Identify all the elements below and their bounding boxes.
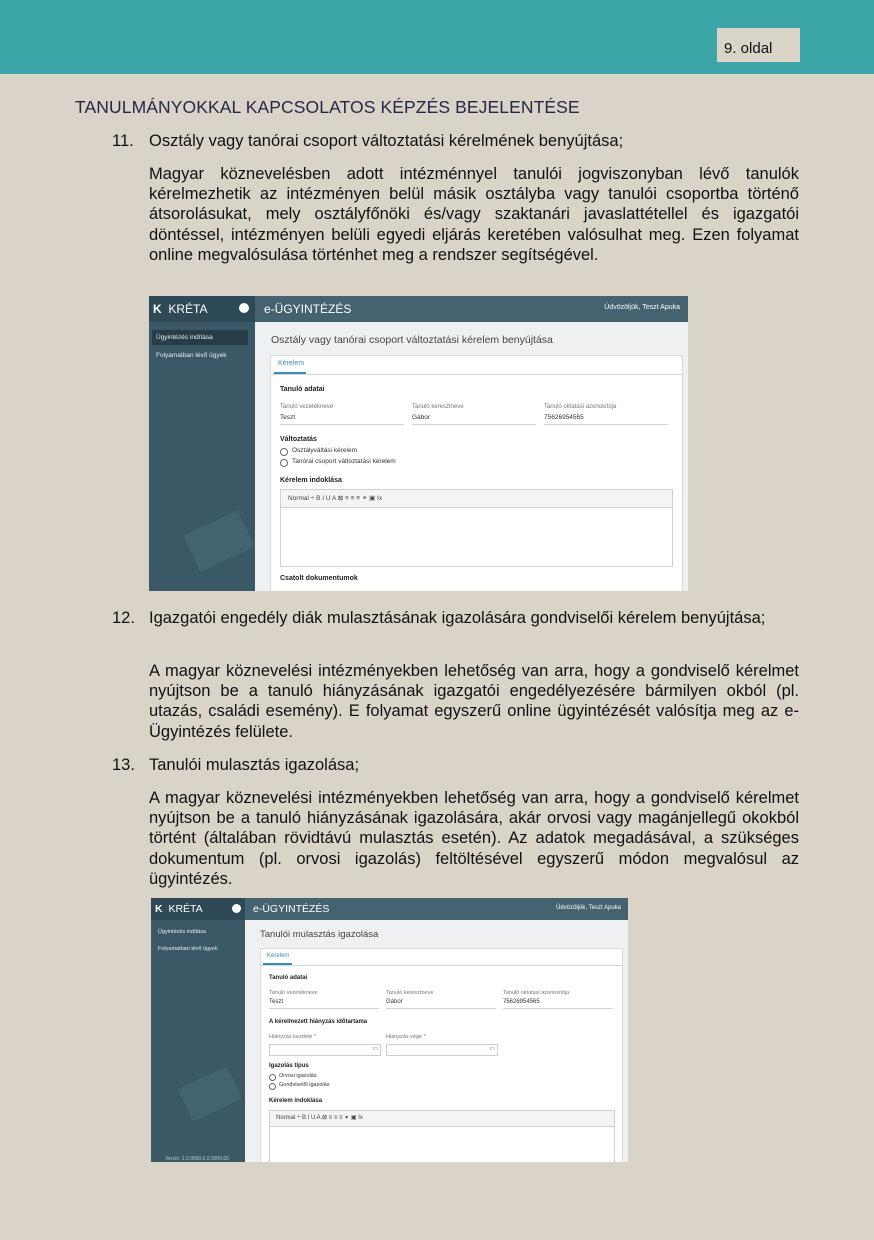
tab-divider [261,965,622,966]
sidebar-decoration [178,1066,242,1121]
field-label: Tanuló vezetékneve [280,404,334,410]
content-area [245,920,628,1162]
form-title: Tanulói mulasztás igazolása [260,929,379,940]
radio-label: Osztályváltási kérelem [292,447,358,454]
editor-toolbar[interactable] [270,1111,614,1127]
radio-medical[interactable] [269,1074,276,1081]
form-title: Osztály vagy tanórai csoport változtatási kérelem benyújtása [271,334,553,346]
field-label: Tanuló oktatási azonosítója [544,404,617,410]
content-area [255,322,688,591]
tab-divider [271,374,682,375]
user-menu[interactable]: Üdvözöljük, Teszt Apuka [556,905,621,911]
reason-editor[interactable] [269,1110,615,1162]
field-underline [503,1008,613,1009]
form-card [270,355,683,591]
tab-request[interactable]: Kérelem [278,360,305,367]
item-number: 11. [112,132,134,150]
item-paragraph: A magyar köznevelési intézményekben lehetőség van arra, hogy a gondviselő kérelmet nyújtson be a tanuló hiányzásának igazolására, akár orvosi vagy magánjellegű okokból történt (általában rövidtávú mulasztás esetén). Az adatok megadásával, a szükséges dokumentum (pl. orvosi igazolás) feltöltésével egyszerű módon megvalósul az ügyintézés. [149,789,799,888]
absence-start-date-input[interactable] [269,1044,381,1056]
app-title: e-ÜGYINTÉZÉS [253,903,330,915]
student-section-title: Tanuló adatai [269,975,308,981]
item-heading: Osztály vagy tanórai csoport változtatási kérelmének benyújtása; [149,132,624,150]
item-number: 12. [112,609,135,627]
radio-label: Orvosi igazolás [279,1073,317,1079]
item-heading: Tanulói mulasztás igazolása; [149,756,360,774]
app-sidebar [151,898,245,1162]
item-paragraph: A magyar köznevelési intézményekben lehetőség van arra, hogy a gondviselő kérelmet nyújtson be a tanuló hiányzásának igazgatói engedélyezésére bármilyen okból (pl. utazás, családi esemény). E folyamat egyszerű online ügyintézését valósítja meg az e-Ügyintézés felülete. [149,662,799,741]
field-student-id[interactable]: 75626954565 [544,414,584,421]
sidebar-item-start[interactable]: Ügyintézés indítása [152,330,248,345]
field-lastname[interactable]: Teszt [269,999,284,1005]
screenshot-class-change [149,296,688,591]
type-section-title: Igazolás típus [269,1063,309,1069]
field-student-id[interactable]: 75626954565 [503,999,540,1005]
item-heading: Igazgatói engedély diák mulasztásának igazolására gondviselői kérelem benyújtása; [149,609,766,627]
tab-request[interactable]: Kérelem [267,953,290,959]
field-underline [269,1008,379,1009]
field-label: Hiányzás vége * [386,1034,426,1040]
kreta-logo-icon: K [155,903,163,915]
student-section-title: Tanuló adatai [280,386,325,393]
section-title: TANULMÁNYOKKAL KAPCSOLATOS KÉPZÉS BEJELENTÉSE [75,97,580,117]
sidebar-item-ongoing[interactable]: Folyamatban lévő ügyek [156,352,227,359]
field-label: Hiányzás kezdete * [269,1034,317,1040]
absence-end-date-input[interactable] [386,1044,498,1056]
version-text: Verzió: 1.0.0000.0.0.0000.00 [165,1156,229,1162]
app-brand[interactable] [151,898,245,920]
screenshot-absence-justification [151,898,628,1162]
radio-group-change[interactable] [280,459,288,467]
calendar-icon[interactable]: ▭ [489,1046,495,1052]
brand-name: KRÉTA [168,302,208,316]
field-underline [544,424,668,425]
reason-editor[interactable] [280,489,673,567]
attachments-section-title: Csatolt dokumentumok [280,575,358,582]
form-card [260,948,623,1162]
reason-section-title: Kérelem indoklása [280,477,342,484]
page-number: 9. oldal [717,28,800,62]
field-firstname[interactable]: Gábor [386,999,403,1005]
period-section-title: A kérelmezett hiányzás időtartama [269,1019,368,1025]
radio-label: Gondviselői igazolás [279,1082,330,1088]
field-underline [386,1008,496,1009]
app-header [245,898,628,920]
calendar-icon[interactable]: ▭ [372,1046,378,1052]
sidebar-item-ongoing[interactable]: Folyamatban lévő ügyek [158,946,218,952]
brand-name: KRÉTA [168,903,203,915]
app-title: e-ÜGYINTÉZÉS [264,302,352,316]
toolbar-buttons[interactable]: Normal ÷ B I U A ⊠ ≡ ≡ ≡ ⚭ ▣ Ix [288,495,383,502]
radio-class-change[interactable] [280,448,288,456]
field-label: Tanuló vezetékneve [269,990,318,996]
sidebar-item-start[interactable]: Ügyintézés indítása [158,929,206,935]
status-dot-icon [239,303,249,313]
reason-section-title: Kérelem indoklása [269,1098,323,1104]
item-number: 13. [112,756,135,774]
radio-guardian[interactable] [269,1083,276,1090]
field-lastname[interactable]: Teszt [280,414,296,421]
sidebar-decoration [183,510,254,572]
user-menu[interactable]: Üdvözöljük, Teszt Apuka [604,304,680,311]
status-dot-icon [232,904,241,913]
field-label: Tanuló oktatási azonosítója [503,990,570,996]
toolbar-buttons[interactable]: Normal ÷ B I U A ⊠ ≡ ≡ ≡ ⚭ ▣ Ix [276,1115,363,1121]
field-label: Tanuló keresztneve [386,990,434,996]
item-paragraph: Magyar köznevelésben adott intézménnyel tanulói jogviszonyban lévő tanulók kérelmezhetik az intézményen belül másik osztályba vagy tanulói csoportba történő átsorolásukat, mely osztályfőnöki és/vagy szaktanári javaslattétellel és igazgatói döntéssel, intézményen belüli egyedi eljárás keretében valósulhat meg. Ezen folyamat online megvalósulása történhet meg a rendszer segítségével. [149,165,799,264]
field-underline [280,424,404,425]
change-section-title: Változtatás [280,436,317,443]
field-label: Tanuló keresztneve [412,404,464,410]
app-header [255,296,688,322]
field-firstname[interactable]: Gábor [412,414,431,421]
kreta-logo-icon: K [153,302,162,316]
editor-toolbar[interactable] [281,490,672,508]
radio-label: Tanórai csoport változtatási kérelem [292,458,396,465]
field-underline [412,424,536,425]
